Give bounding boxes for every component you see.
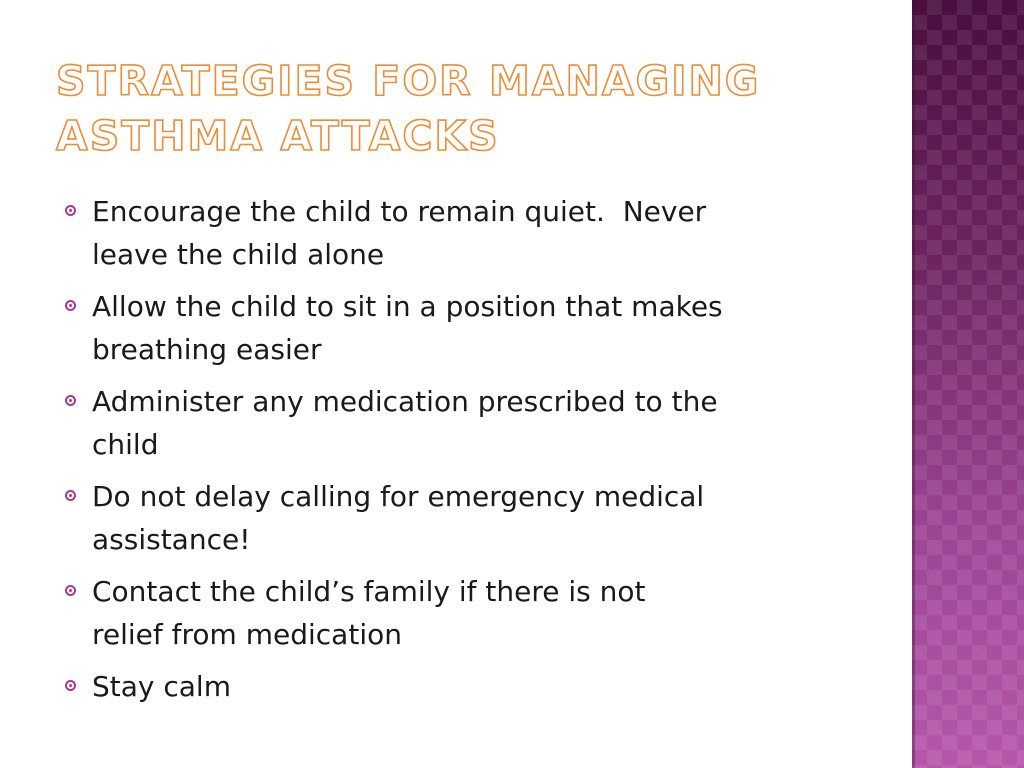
circle-dot-bullet-icon xyxy=(65,490,76,501)
bullet-list xyxy=(62,190,862,717)
circle-dot-bullet-icon xyxy=(65,300,76,311)
bullet-text-line: Stay calm xyxy=(92,670,231,703)
bullet-text-line: leave the child alone xyxy=(92,238,385,271)
circle-dot-bullet-icon xyxy=(65,680,76,691)
bullet-item-6 xyxy=(62,665,862,708)
circle-dot-bullet-icon xyxy=(65,205,76,216)
bullet-text-line: Contact the child’s family if there is not xyxy=(92,575,646,608)
bullet-text-line: Allow the child to sit in a position that makes xyxy=(92,290,723,323)
circle-dot-bullet-icon xyxy=(65,395,76,406)
decorative-side-band xyxy=(912,0,1024,768)
bullet-item-2 xyxy=(62,285,862,371)
bullet-item-1 xyxy=(62,190,862,276)
bullet-item-4 xyxy=(62,475,862,561)
bullet-text-line: Administer any medication prescribed to the xyxy=(92,385,718,418)
side-band-edge xyxy=(912,0,915,768)
circle-dot-bullet-icon xyxy=(65,585,76,596)
slide-title-line-2: ASTHMA ATTACKS xyxy=(56,112,500,160)
bullet-text-line: Encourage the child to remain quiet. Never xyxy=(92,195,707,228)
bullet-text-line: Do not delay calling for emergency medical xyxy=(92,480,705,513)
bullet-item-5 xyxy=(62,570,862,656)
bullet-text-line: assistance! xyxy=(92,523,251,556)
bullet-text-line: relief from medication xyxy=(92,618,402,651)
bullet-text-line: breathing easier xyxy=(92,333,322,366)
bullet-text-line: child xyxy=(92,428,159,461)
bullet-item-3 xyxy=(62,380,862,466)
slide-title-line-1: STRATEGIES FOR MANAGING xyxy=(56,57,761,105)
slide-title xyxy=(56,54,876,164)
